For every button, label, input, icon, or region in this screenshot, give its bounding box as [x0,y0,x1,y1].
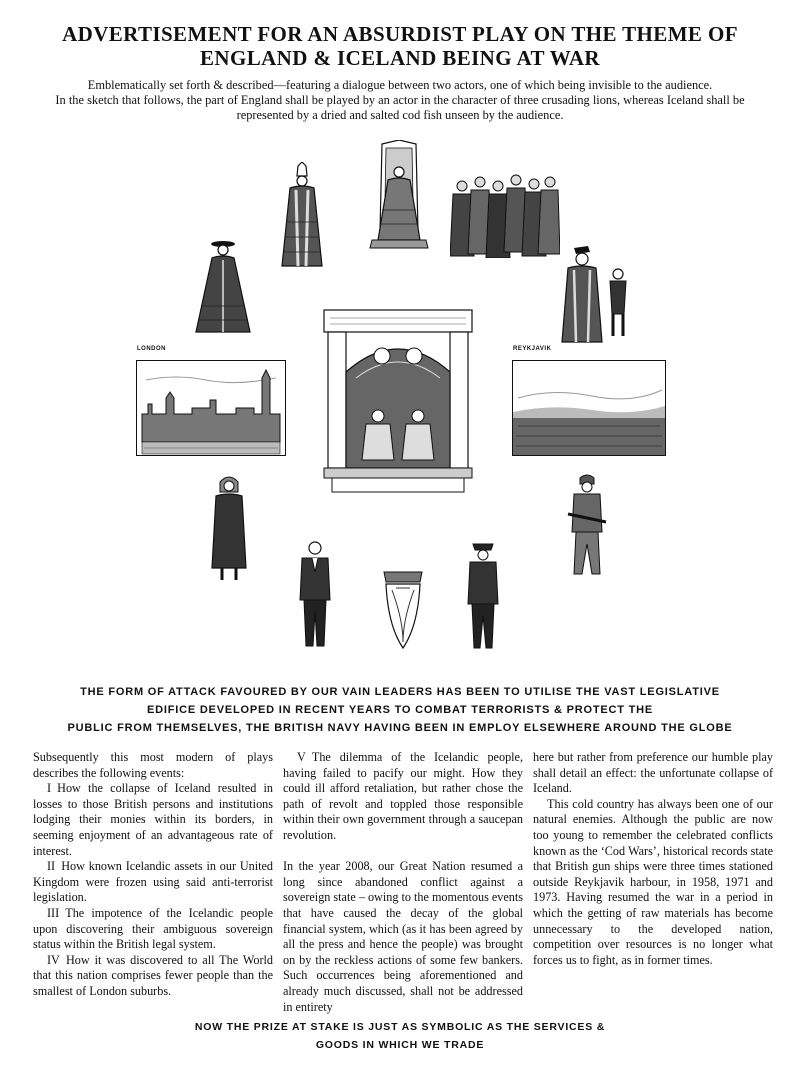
tagline-line-3: PUBLIC FROM THEMSELVES, THE BRITISH NAVY HAVING BEEN IN EMPLOY ELSEWHERE AROUND THE GLOBE [67,722,733,734]
naval-officer-figure [462,540,504,652]
headscarf-woman-figure [206,472,252,584]
reykjavik-panorama [512,352,666,456]
tagline-line-1: THE FORM OF ATTACK FAVOURED BY OUR VAIN LEADERS HAS BEEN TO UTILISE THE VAST LEGISLATIVE [80,686,720,698]
paragraph: In the year 2008, our Great Nation resumed a long since abandoned conflict against a sovereign state – owing to the momentous events that have caused the decay of the global financial system, which (as it has been agreed by all the press and hence the people) was brought on by the reckless actions of some few bankers. Such occurrences being aforementioned and already much discussed, shall not be addressed in entirety [283,859,523,1014]
academic-figure [560,244,632,344]
paragraph: IV How it was discovered to all The World that this nation comprises fewer people than the smallest of London suburbs. [33,952,273,998]
footer-slogan [120,1018,680,1054]
judges-group-figure [450,172,560,258]
intro-line-3: represented by a dried and salted cod fish unseen by the audience. [236,108,564,122]
body-columns [33,750,773,1014]
tagline [30,683,770,737]
central-stage [322,308,474,494]
soldier-figure [566,474,608,582]
title-line-1: ADVERTISEMENT FOR AN ABSURDIST PLAY ON THE THEME OF [62,22,738,46]
intro-line-2: In the sketch that follows, the part of England shall be played by an actor in the character of three crusading lions, whereas Iceland shall be [55,93,745,107]
footer-line-2: GOODS IN WHICH WE TRADE [315,1039,485,1051]
throne-figure [368,140,430,250]
reykjavik-caption: REYKJAVIK [513,346,552,352]
london-caption: LONDON [137,346,166,352]
paragraph: Subsequently this most modern of plays describes the following events: [33,750,273,780]
paragraph: I How the collapse of Iceland resulted in losses to those British persons and institutions lodging their monies within its borders, in seeming enjoyment of an advantageous rate of interest. [33,781,273,858]
title-line-2: ENGLAND & ICELAND BEING AT WAR [200,46,600,70]
intro-text [20,78,780,123]
paragraph: V The dilemma of the Icelandic people, having failed to pacify our might. How they could ill afford retaliation, but rather chose the path of revolt and toppled those responsible within their own government through a saucepan revolution. [283,750,523,842]
bishop-figure [276,162,328,268]
intro-line-1: Emblematically set forth & described—featuring a dialogue between two actors, one of which being invisible to the audience. [87,78,713,92]
column-1 [33,750,273,998]
suited-man-figure [292,538,338,650]
paragraph: II How known Icelandic assets in our United Kingdom were frozen using said anti-terrorist legislation. [33,859,273,905]
paragraph: This cold country has always been one of our natural enemies. Although the public are now too young to remember the celebrated conflicts known as the ‘Cod Wars’, historical records state that British gun ships were three times stationed outside Reykjavik harbour, in 1958, 1971 and 1973. Having resumed the war in a period in which the getting of raw materials has become unnecessary to the developed nation, competition over resources is no longer what forces us to fight, as in former times. [533,796,773,967]
london-panorama [136,352,286,456]
footer-line-1: NOW THE PRIZE AT STAKE IS JUST AS SYMBOLIC AS THE SERVICES & [194,1021,606,1033]
paragraph: III The impotence of the Icelandic people upon discovering their ambiguous sovereign status within the British legal system. [33,905,273,952]
page-title [40,22,760,70]
cardinal-figure [194,236,252,336]
column-2 [283,750,523,1014]
paragraph: here but rather from preference our humble play shall detail an effect: the unfortunate collapse of Iceland. [533,750,773,796]
coat-of-arms-figure [378,570,428,650]
tagline-line-2: EDIFICE DEVELOPED IN RECENT YEARS TO COMBAT TERRORISTS & PROTECT THE [146,704,654,716]
column-3 [533,750,773,975]
